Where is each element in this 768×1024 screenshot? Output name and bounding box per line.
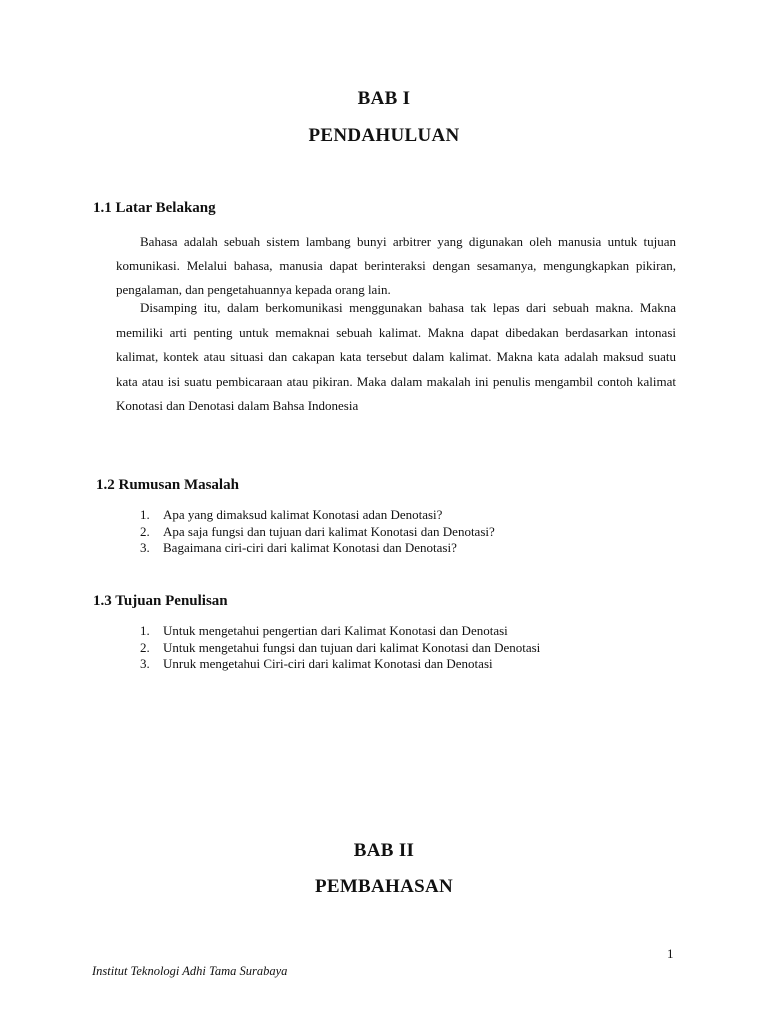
section-latar-belakang-heading: 1.1 Latar Belakang bbox=[93, 200, 216, 216]
list-item-text: Bagaimana ciri-ciri dari kalimat Konotasi dan Denotasi? bbox=[163, 540, 457, 555]
list-item bbox=[140, 623, 660, 640]
list-item-number: 2. bbox=[140, 523, 150, 539]
list-item bbox=[140, 507, 660, 524]
list-item-number: 3. bbox=[140, 540, 150, 555]
section-rumusan-masalah-heading: 1.2 Rumusan Masalah bbox=[96, 477, 239, 493]
list-item-text: Apa saja fungsi dan tujuan dari kalimat Konotasi dan Denotasi? bbox=[163, 523, 495, 539]
list-item-text: Apa yang dimaksud kalimat Konotasi adan Denotasi? bbox=[163, 507, 443, 522]
list-item-number: 1. bbox=[140, 623, 150, 638]
chapter-1-title: PENDAHULUAN bbox=[308, 125, 460, 146]
list-item bbox=[140, 656, 660, 673]
list-item-text: Untuk mengetahui fungsi dan tujuan dari kalimat Konotasi dan Denotasi bbox=[163, 639, 541, 655]
latar-belakang-paragraph-1 bbox=[116, 230, 676, 302]
list-item-number: 2. bbox=[140, 639, 150, 655]
list-item-number: 3. bbox=[140, 656, 150, 671]
tujuan-penulisan-list bbox=[140, 623, 660, 673]
chapter-1-number: BAB I bbox=[357, 88, 411, 109]
latar-belakang-paragraph-1-text: Bahasa adalah sebuah sistem lambang bunyi arbitrer yang digunakan oleh manusia untuk tujuan komunikasi. Melalui bahasa, manusia dapat berinteraksi dengan sesamanya, mengungkapkan pikiran, pengalaman, dan pengetahuannya kepada orang lain. bbox=[116, 234, 676, 297]
chapter-2-title: PEMBAHASAN bbox=[314, 876, 454, 897]
list-item bbox=[140, 640, 660, 657]
list-item-number: 1. bbox=[140, 507, 150, 522]
section-tujuan-penulisan-heading: 1.3 Tujuan Penulisan bbox=[93, 593, 228, 609]
list-item-text: Unruk mengetahui Ciri-ciri dari kalimat Konotasi dan Denotasi bbox=[163, 656, 493, 671]
rumusan-masalah-list bbox=[140, 507, 660, 557]
list-item bbox=[140, 524, 660, 541]
list-item-text: Untuk mengetahui pengertian dari Kalimat Konotasi dan Denotasi bbox=[163, 623, 508, 638]
chapter-2-number: BAB II bbox=[353, 840, 415, 861]
page-number: 1 bbox=[667, 946, 674, 961]
list-item bbox=[140, 540, 660, 557]
latar-belakang-paragraph-2-text: Disamping itu, dalam berkomunikasi menggunakan bahasa tak lepas dari sebuah makna. Makna memiliki arti penting untuk memaknai sebuah kalimat. Makna dapat dibedakan berdasarkan intonasi kalimat, kontek atau situasi dan cakapan kata tersebut dalam kalimat. Makna kata adalah maksud suatu kata atau isi suatu pembicaraan atau pikiran. Maka dalam makalah ini penulis mengambil contoh kalimat Konotasi dan Denotasi dalam Bahsa Indonesia bbox=[116, 300, 676, 413]
footer-institution: Institut Teknologi Adhi Tama Surabaya bbox=[92, 964, 288, 978]
latar-belakang-paragraph-2 bbox=[116, 296, 676, 419]
